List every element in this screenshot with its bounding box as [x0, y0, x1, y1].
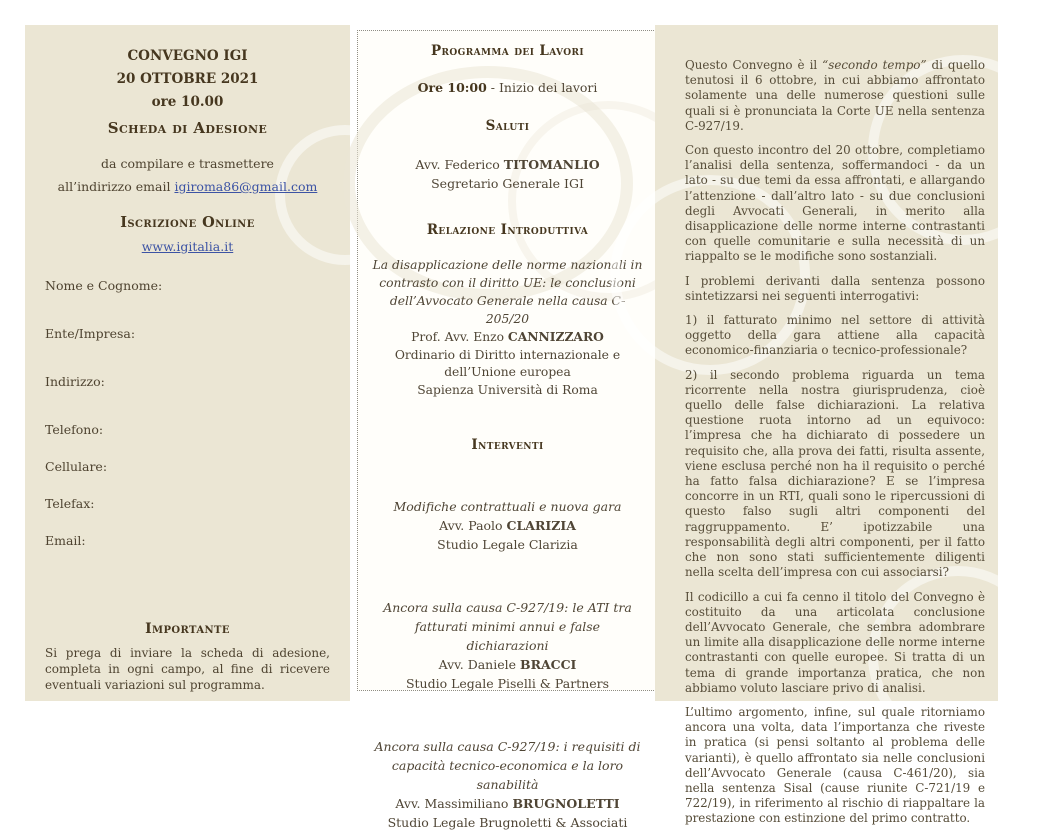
- speaker-prefix: Avv. Paolo: [439, 518, 507, 533]
- email-link[interactable]: igiroma86@gmail.com: [174, 179, 318, 194]
- form-field-phone: [45, 422, 330, 459]
- paragraph-3: I problemi derivanti dalla sentenza possono sintetizzarsi nei seguenti interrogativi:: [685, 273, 985, 303]
- talk-firm: Studio Legale Clarizia: [437, 537, 578, 552]
- website-line: [25, 239, 350, 254]
- talk-item: [372, 737, 643, 832]
- important-text: Si prega di inviare la scheda di adesione, completa in ogni campo, al fine di ricevere eventuali variazioni sul programma.: [45, 646, 330, 692]
- form-field-address: [45, 374, 330, 422]
- form-instructions: [25, 152, 350, 198]
- form-field-label: Ente/Impresa:: [45, 326, 136, 341]
- instructions-line2-prefix: all’indirizzo email: [57, 179, 175, 194]
- speaker-prefix: Prof. Avv. Enzo: [411, 330, 508, 344]
- speaker-prefix: Avv. Federico: [415, 157, 504, 172]
- time-description: - Inizio dei lavori: [486, 80, 598, 95]
- form-field-label: Cellulare:: [45, 459, 108, 474]
- saluti-speaker-block: [372, 155, 643, 193]
- saluti-heading: Saluti: [485, 118, 530, 134]
- talk-firm: Studio Legale Brugnoletti & Associati: [387, 815, 628, 830]
- form-field-fax: [45, 496, 330, 533]
- form-field-name: [45, 278, 330, 326]
- speaker-surname: BRACCI: [520, 657, 577, 672]
- instructions-line2: [25, 175, 350, 198]
- paragraph-2: Con questo incontro del 20 ottobre, completiamo l’analisi della sentenza, soffermandoci - da un lato - su due temi da essa affrontati, e allargando l’attenzione - dall’altro lato - su due conclusioni degli Avvocati Generali, in merito alla disapplicazione delle norme interne contrastanti con quelle comunitarie e sulla necessità di un riappalto se le modifiche sono sostanziali.: [685, 143, 985, 264]
- event-date: 20 OTTOBRE 2021: [116, 71, 259, 87]
- form-field-label: Indirizzo:: [45, 374, 105, 389]
- relazione-speaker-university: Sapienza Università di Roma: [417, 382, 598, 397]
- talk-speaker: [372, 794, 643, 813]
- form-field-label: Nome e Cognome:: [45, 278, 163, 293]
- event-time: ore 10.00: [151, 94, 224, 110]
- form-field-label: Email:: [45, 533, 86, 548]
- relazione-title: La disapplicazione delle norme nazionali in contrasto con il diritto UE: le conclusioni dell’Avvocato Generale nella causa C-205/20: [372, 258, 643, 326]
- speaker-prefix: Avv. Daniele: [438, 657, 520, 672]
- paragraph-4: 1) il fatturato minimo nel settore di attività oggetto della gara attiene alla capacità economico-finanziaria o tecnico-professionale?: [685, 313, 985, 358]
- paragraph-5: 2) il secondo problema riguarda un tema ricorrente nella nostra giurisprudenza, cioè quello delle false dichiarazioni. La relativa questione ruota intorno ad un equivoco: l’impresa che ha dichiarato di possedere un requisito che, alla prova dei fatti, risulta assente, viene esclusa perché non ha il requisito o perché ha fatto falsa dichiarazione? E se l’impresa concorre in un RTI, quali sono le ripercussioni di questo falso sugli altri componenti del raggruppamento. E’ ipotizzabile una responsabilità degli altri componenti, per il fatto che non sono stati sufficientemente diligenti nella scelta dell’impresa con cui associarsi?: [685, 367, 985, 580]
- adhesion-page: [25, 25, 350, 701]
- paragraph-1: [685, 58, 985, 134]
- program-title: Programma dei Lavori: [431, 43, 584, 59]
- relazione-speaker-line: [372, 328, 643, 347]
- program-start-time: [372, 78, 643, 97]
- paragraph-7: L’ultimo argomento, infine, sul quale ritorniamo ancora una volta, data l’importanza che riveste in pratica (si pensi soltanto al problema delle varianti), è quello affrontato sia nelle conclusioni dell’Avvocato Generale (causa C-461/20), sia nella sentenza Sisal (cause riunite C-721/19 e 722/19), in riferimento al rischio di riappaltare la prestazione con estinzione del primo contratto.: [685, 704, 985, 826]
- speaker-surname: CANNIZZARO: [507, 329, 604, 344]
- talk-title: Ancora sulla causa C-927/19: le ATI tra fatturati minimi annui e false dichiarazioni: [383, 600, 632, 653]
- relazione-heading: Relazione Introduttiva: [426, 222, 589, 238]
- speaker-role: Segretario Generale IGI: [431, 176, 584, 191]
- online-registration-heading: Iscrizione Online: [120, 214, 255, 231]
- important-heading: Importante: [145, 621, 230, 637]
- form-field-email: [45, 533, 330, 570]
- paragraph-1-quote: “secondo tempo”: [822, 58, 927, 72]
- speaker-prefix: Avv. Massimiliano: [395, 796, 513, 811]
- adhesion-form-fields: [45, 278, 330, 570]
- form-field-mobile: [45, 459, 330, 496]
- talk-speaker: [372, 516, 643, 535]
- introduction-page: [655, 25, 998, 826]
- talk-item: [372, 598, 643, 693]
- talk-title: Modifiche contrattuali e nuova gara: [393, 499, 622, 514]
- event-title: CONVEGNO IGI: [127, 48, 248, 64]
- speaker-surname: BRUGNOLETTI: [512, 796, 620, 811]
- form-field-company: [45, 326, 330, 374]
- speaker-surname: CLARIZIA: [506, 518, 576, 533]
- speaker-surname: TITOMANLIO: [503, 157, 600, 172]
- talk-speaker: [372, 655, 643, 674]
- relazione-speaker-role: Ordinario di Diritto internazionale e dell’Unione europea: [394, 347, 621, 379]
- paragraph-1-end: di quello tenutosi il 6 ottobre, in cui abbiamo affrontato solamente una delle numerose questioni sulle quali si è pronunciata la Corte UE nella sentenza C-927/19.: [685, 58, 985, 133]
- interventi-heading: Interventi: [471, 437, 544, 453]
- instructions-line1: da compilare e trasmettere: [101, 156, 274, 171]
- talk-firm: Studio Legale Piselli & Partners: [405, 676, 610, 691]
- program-page: [357, 30, 658, 830]
- paragraph-6: Il codicillo a cui fa cenno il titolo del Convegno è costituito da una articolata conclusione dell’Avvocato Generale, che sembra adombrare un limite alla disapplicazione delle norme interne contrastanti con quelle europee. Si tratta di un tema di grande importanza pratica, che non abbiamo voluto lasciare privo di analisi.: [685, 589, 985, 695]
- website-link[interactable]: www.igitalia.it: [141, 239, 234, 254]
- speaker-line: [372, 155, 643, 174]
- time-value: Ore 10:00: [417, 80, 487, 95]
- introduction-text: [685, 58, 985, 836]
- form-field-label: Telefax:: [45, 496, 95, 511]
- paragraph-1-start: Questo Convegno è il: [685, 58, 823, 72]
- talk-item: [372, 497, 643, 554]
- event-title-block: [25, 45, 350, 114]
- form-title: Scheda di Adesione: [107, 119, 268, 137]
- form-field-label: Telefono:: [45, 422, 104, 437]
- talk-title: Ancora sulla causa C-927/19: i requisiti di capacità tecnico-economica e la loro sanabilità: [374, 739, 641, 792]
